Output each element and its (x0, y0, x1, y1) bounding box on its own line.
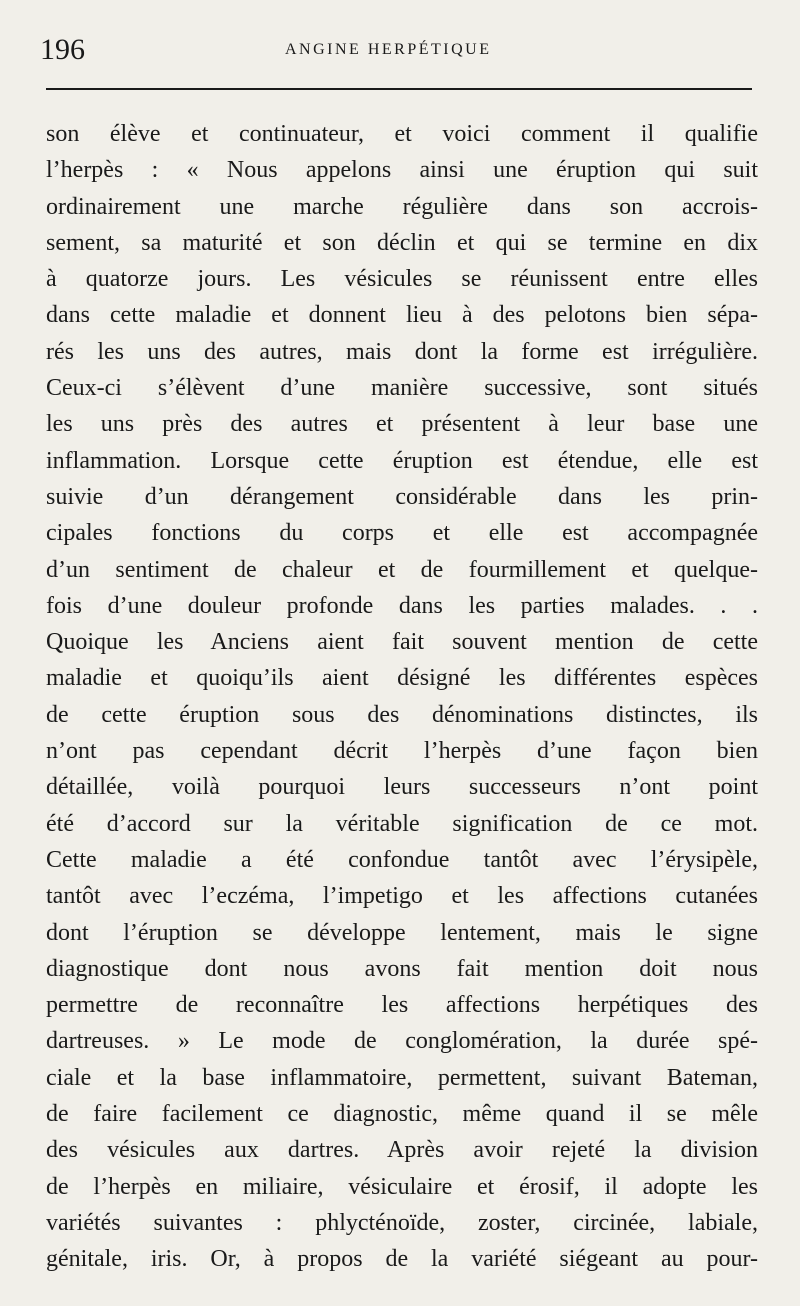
running-title: ANGINE HERPÉTIQUE (285, 41, 492, 58)
text-line: dartreuses. » Le mode de conglomération, la durée spé- (46, 1028, 758, 1055)
text-line: inflammation. Lorsque cette éruption est étendue, elle est (46, 447, 758, 474)
text-line: permettre de reconnaître les affections herpétiques des (46, 992, 758, 1019)
page-number: 196 (40, 33, 85, 66)
text-line: maladie et quoiqu’ils aient désigné les différentes espèces (46, 665, 758, 692)
header-rule (46, 88, 752, 90)
page-header (40, 32, 752, 72)
text-line: sement, sa maturité et son déclin et qui se termine en dix (46, 229, 758, 256)
text-line: d’un sentiment de chaleur et de fourmillement et quelque- (46, 556, 758, 583)
text-line: Ceux-ci s’élèvent d’une manière successive, sont situés (46, 375, 758, 402)
text-line: suivie d’un dérangement considérable dans les prin- (46, 483, 758, 510)
text-line: son élève et continuateur, et voici comment il qualifie (46, 121, 758, 147)
text-line: de faire facilement ce diagnostic, même quand il se mêle (46, 1101, 758, 1128)
text-line: cipales fonctions du corps et elle est accompagnée (46, 520, 758, 547)
text-line: Quoique les Anciens aient fait souvent mention de cette (46, 629, 758, 656)
text-line: des vésicules aux dartres. Après avoir rejeté la division (46, 1137, 758, 1164)
text-line: ciale et la base inflammatoire, permettent, suivant Bateman, (46, 1064, 758, 1091)
text-line: été d’accord sur la véritable signification de ce mot. (46, 810, 758, 837)
text-line: diagnostique dont nous avons fait mention doit nous (46, 955, 758, 982)
text-line: génitale, iris. Or, à propos de la variété siégeant au pour- (46, 1246, 758, 1273)
text-line: fois d’une douleur profonde dans les parties malades. . . (46, 592, 758, 619)
text-line: de cette éruption sous des dénominations distinctes, ils (46, 701, 758, 728)
text-line: rés les uns des autres, mais dont la forme est irrégulière. (46, 338, 758, 365)
text-line: dont l’éruption se développe lentement, mais le signe (46, 919, 758, 946)
text-line: dans cette maladie et donnent lieu à des pelotons bien sépa- (46, 302, 758, 329)
body-text (46, 116, 758, 1278)
text-line: variétés suivantes : phlycténoïde, zoster, circinée, labiale, (46, 1209, 758, 1236)
text-line: l’herpès : « Nous appelons ainsi une éruption qui suit (46, 157, 758, 184)
text-line: Cette maladie a été confondue tantôt avec l’érysipèle, (46, 846, 758, 873)
text-line: tantôt avec l’eczéma, l’impetigo et les affections cutanées (46, 883, 758, 910)
text-line: ordinairement une marche régulière dans son accrois- (46, 193, 758, 220)
text-line: les uns près des autres et présentent à leur base une (46, 411, 758, 438)
text-line: n’ont pas cependant décrit l’herpès d’une façon bien (46, 738, 758, 765)
text-line: de l’herpès en miliaire, vésiculaire et érosif, il adopte les (46, 1173, 758, 1200)
text-line: à quatorze jours. Les vésicules se réunissent entre elles (46, 266, 758, 293)
text-line: détaillée, voilà pourquoi leurs successeurs n’ont point (46, 774, 758, 801)
